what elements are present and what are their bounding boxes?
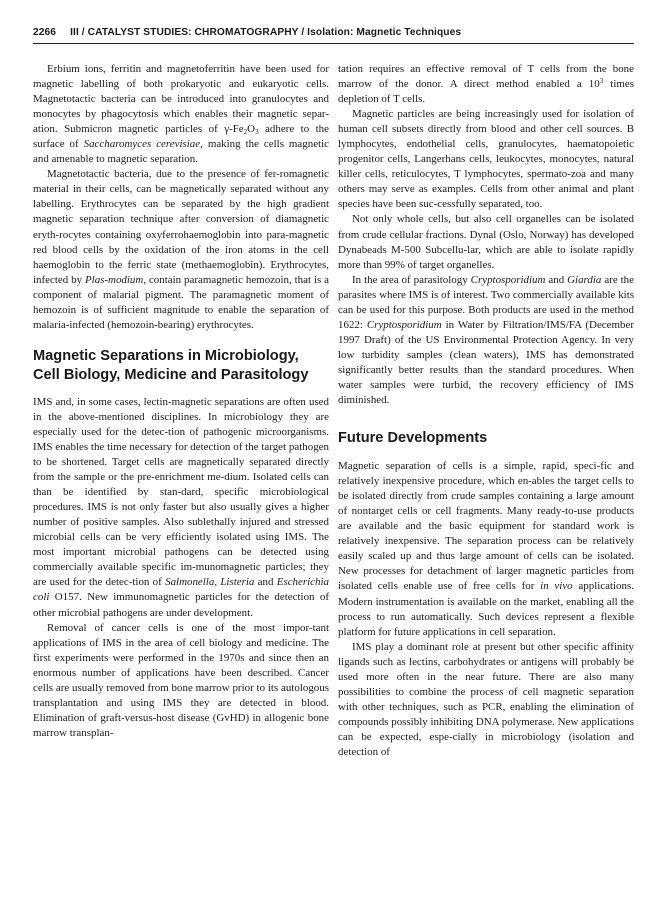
species-name: Plas-modium	[84, 273, 144, 286]
paragraph-ims-microbiology: IMS and, in some cases, lectin-magnetic separations are often used in the above-mentioned disciplines. In microbiology they are especially used for the detec-tion of pathogenic microorganisms. IMS enables the time necessary for detection of the target pathogen to be shortened. Target cells are magnetically separated directly from the sample or the pre-enrichment me-dium. Isolated cells can than be identified by stan-dard, specific microbiological procedures. IMS is not only faster but also usually gives a higher number of positive samples. Also sublethally injured and stressed microbial cells can be very efficiently isolated using IMS. The most important microbial pathogens can be detected using commercially available specific im-munomagnetic particles; they are used for the detec-tion of Salmonella, Listeria and Escherichia coli O157. New immunomagnetic particles for the detection of other microbial pathogens are under development.	[33, 395, 330, 619]
paragraph-human-cell-subsets: Magnetic particles are being increasingly used for isolation of human cell subsets directly from blood and other cell sources. B lymphocytes, endothelial cells, granulocytes, haematopoietic progenitor cells, Langerhans cells, leukocytes, monocytes, natural killer cells, reticulocytes, T lymphocytes, spermato-zoa and many others may serve as examples. Cells from other animal and plant species have been suc-cessfully separated, too.	[338, 108, 634, 211]
paragraph-cancer-cells: Removal of cancer cells is one of the most impor-tant applications of IMS in the area of cell biology and medicine. The first experiments were performed in the 1970s and since then an enormous number of applications have been described. Cancer cells are usually removed from bone marrow prior to its autologous transplantation and using IMS they are detected in blood. Elimination of graft-versus-host disease (GvHD) in allogenic bone marrow transplan-	[33, 621, 329, 739]
species-name: Giardia	[567, 273, 602, 286]
paragraph-cell-organelles: Not only whole cells, but also cell organelles can be isolated from crude cellular fractions. Dynal (Oslo, Norway) has developed Dynabeads M-500 Subcellu-lar, which are able to isolate rapidly more than 99% of target organelles.	[338, 213, 634, 271]
paragraph-magnetic-labelling: Erbium ions, ferritin and magnetoferritin have been used for magnetic labelling of both prokaryotic and eukaryotic cells. Magnetotactic bacteria can be introduced into granulocytes and monocytes by phagocytosis which enables their magnetic separ-ation. Submicron magnetic particles of $\gamma-Fe_2O_3$ adhere to the surface of Saccharomyces cerevisiae, making the cells magnetic and amenable to magnetic separation.	[33, 63, 330, 166]
right-column	[338, 62, 634, 760]
species-name: Salmonella	[165, 576, 215, 589]
header-rule	[33, 43, 634, 44]
paragraph-t-cell-depletion: tation requires an effective removal of T cells from the bone marrow of the donor. A direct method enabled a $10^3$ times depletion of T cells.	[338, 63, 634, 106]
species-name: Cryptosporidium	[366, 318, 442, 331]
paragraph-magnetotactic-bacteria: Magnetotactic bacteria, due to the presence of fer-romagnetic material in their cells, can be magnetically separated without any labelling. Erythrocytes can be separated by the high gradient magnetic separation technique after conversion of diamagnetic eryth-rocytes containing oxyferrohaemoglobin into para-magnetic red blood cells by the oxidation of the iron atoms in the cell haemoglobin to the ferric state (methaemoglobin). Erythrocytes, infected by Plas-modium, contain paramagnetic hemozoin, that is a component of malarial pigment. The paramagnetic moment of hemozoin is of sufficient magnitude to enable the separation of malaria-infected (hemozoin-bearing) erythrocytes.	[33, 168, 329, 331]
left-column	[33, 62, 329, 741]
species-name: Cryptosporidium	[470, 273, 546, 286]
species-name: Escherichia coli	[33, 576, 330, 604]
page-number: 2266	[33, 27, 57, 38]
paragraph-affinity-ligands: IMS play a dominant role at present but other specific affinity ligands such as lectins, carbohydrates or antigens will probably be used more often in the near future. There are also many possibilities to combine the process of cell magnetic separation with other techniques, such as PCR, enabling the elimination of compounds possibly inhibiting DNA polymerase. New applications can be expected, espe-cially in microbiology (isolation and detection of	[338, 640, 634, 758]
section-heading-future-developments: Future Developments	[338, 430, 488, 447]
running-title: III / CATALYST STUDIES: CHROMATOGRAPHY / Isolation: Magnetic Techniques	[70, 27, 462, 38]
latin-term: in vivo	[540, 580, 573, 593]
paragraph-parasitology: In the area of parasitology Cryptosporidium and Giardia are the parasites where IMS is of interest. Two commercially available kits can be used for this purpose. Both products are used in the method 1622: Cryptosporidium in Water by Filtration/IMS/FA (December 1997 Draft) of the US Environmental Protection Agency. In very low turbidity samples (clean waters), IMS has demonstrated significantly better results than the standard procedures. When water samples were turbid, the recovery efficiency of IMS diminished.	[338, 273, 635, 407]
section-heading-microbiology: Magnetic Separations in Microbiology, Cell Biology, Medicine and Parasitology	[33, 347, 309, 383]
species-name: Listeria	[220, 576, 255, 589]
species-name: Saccharomyces cerevisiae	[83, 138, 201, 151]
paragraph-future-magnetic-separation: Magnetic separation of cells is a simple, rapid, speci-fic and relatively inexpensive procedure, which en-ables the target cells to be isolated directly from crude samples containing a large amount of nontarget cells or cell fragments. Many ready-to-use products are available and the basic equipment for standard work is relatively inexpensive. The separation process can be relatively easily scaled up and thus large amount of cells can be isolated. New processes for detachment of larger magnetic particles from isolated cells enable use of free cells for in vivo applications. Modern instrumentation is available on the market, enabling all the process to run automatically. Such devices represent a flexible platform for future applications in cell separation.	[338, 460, 634, 638]
running-head	[33, 27, 633, 38]
